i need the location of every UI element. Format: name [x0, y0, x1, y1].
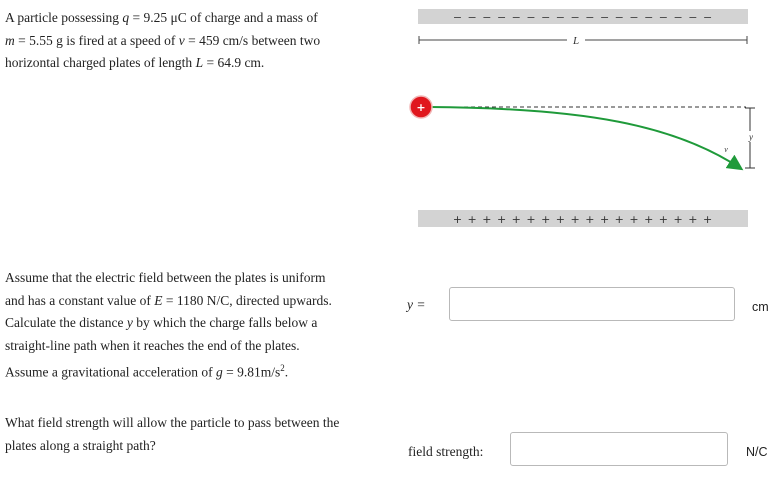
y-answer-input[interactable]	[449, 287, 735, 321]
field-strength-input[interactable]	[510, 432, 728, 466]
part1-line-2: and has a constant value of E = 1180 N/C, directed upwards.	[5, 292, 332, 308]
part2-line-2: plates along a straight path?	[5, 437, 156, 453]
top-plate-negative-charges: − − − − − − − − − − − − − − − − − −	[452, 11, 714, 24]
velocity-label: v	[724, 145, 728, 154]
particle-trajectory	[429, 107, 740, 168]
problem-intro	[5, 7, 385, 75]
part2-line-1: What field strength will allow the particle to pass between the	[5, 415, 340, 430]
length-label: L	[572, 35, 580, 47]
intro-line-3: horizontal charged plates of length L = 64.9 cm.	[5, 55, 265, 70]
charged-particle	[410, 96, 432, 118]
part1-line-5: Assume a gravitational acceleration of $g = 9.81m/s^2$.	[5, 363, 289, 380]
field-unit-label: N/C	[746, 445, 768, 459]
part-1-question	[5, 267, 385, 384]
top-plate	[418, 9, 748, 24]
part1-line-1: Assume that the electric field between the plates is uniform	[5, 270, 326, 285]
part1-line-3: Calculate the distance y by which the charge falls below a	[5, 315, 318, 330]
y-answer-label: y =	[407, 297, 426, 312]
charged-plates-diagram	[405, 0, 765, 240]
length-dimension	[419, 35, 747, 47]
bottom-plate	[418, 210, 748, 227]
part-2-question	[5, 412, 385, 457]
deflection-dimension	[745, 108, 756, 168]
particle-positive-sign: +	[416, 101, 426, 114]
bottom-plate-positive-charges: + + + + + + + + + + + + + + + + + +	[452, 213, 714, 226]
intro-line-2: m = 5.55 g is fired at a speed of v = 459 cm/s between two	[5, 32, 321, 48]
part1-line-4: straight-line path when it reaches the end of the plates.	[5, 337, 300, 353]
y-unit-label: cm	[752, 300, 769, 314]
intro-line-1: A particle possessing q = 9.25 μC of charge and a mass of	[5, 10, 318, 25]
field-strength-label: field strength:	[408, 444, 484, 459]
deflection-label: y	[749, 132, 753, 142]
